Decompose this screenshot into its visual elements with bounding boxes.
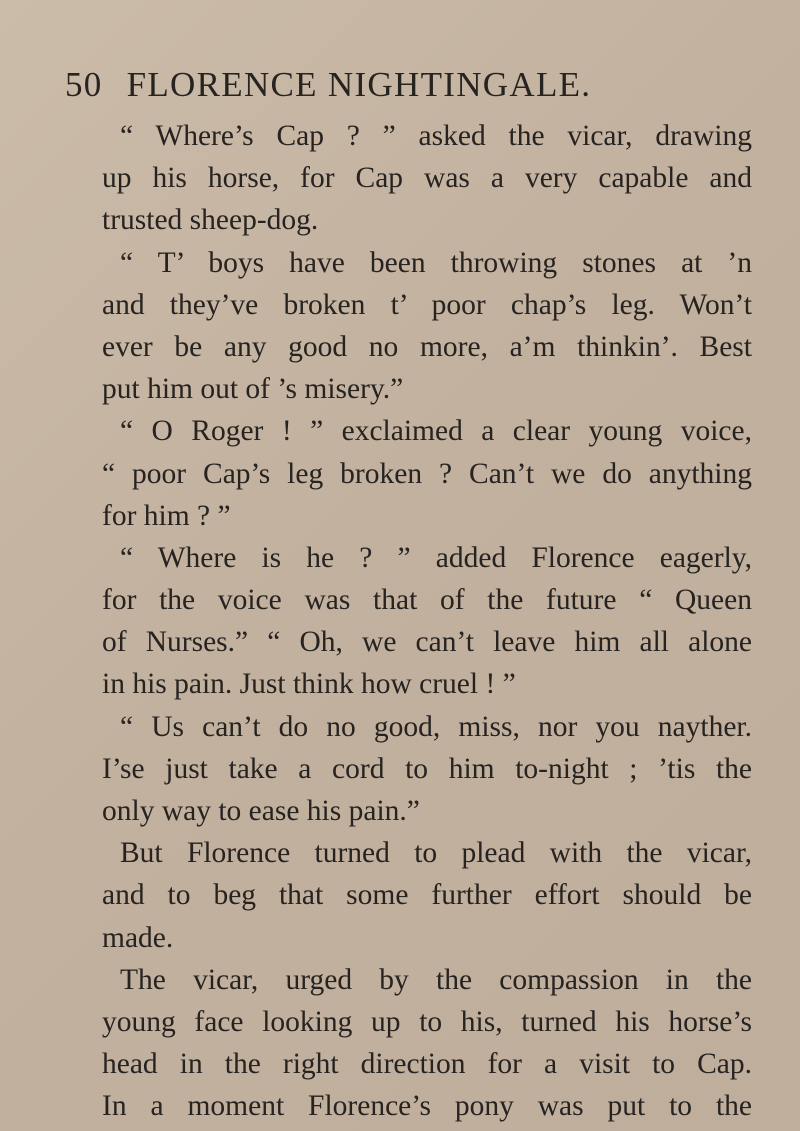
text-line: put him out of ’s misery.” xyxy=(102,373,404,406)
text-line: in his pain. Just think how cruel ! ” xyxy=(102,668,516,701)
text-line: made. xyxy=(102,921,174,954)
text-line: “ T’ boys have been throwing stones at ’n xyxy=(120,246,752,279)
text-line: “ O Roger ! ” exclaimed a clear young voice, xyxy=(120,415,752,448)
text-line: head in the right direction for a visit to Cap. xyxy=(102,1048,752,1081)
text-line: “ Us can’t do no good, miss, nor you nayther. xyxy=(120,710,752,743)
text-line: In a moment Florence’s pony was put to the xyxy=(102,1090,752,1123)
text-line: for him ? ” xyxy=(102,499,231,532)
text-line: of Nurses.” “ Oh, we can’t leave him all alone xyxy=(102,626,752,659)
running-header xyxy=(65,62,591,108)
text-line: I’se just take a cord to him to-night ; ’tis the xyxy=(102,752,752,785)
page-number: 50 xyxy=(65,65,103,104)
text-line: trusted sheep-dog. xyxy=(102,204,319,237)
text-line: But Florence turned to plead with the vicar, xyxy=(120,837,752,870)
body-text xyxy=(102,115,752,1128)
text-line: up his horse, for Cap was a very capable and xyxy=(102,162,752,195)
running-title: FLORENCE NIGHTINGALE. xyxy=(126,65,592,104)
text-line: young face looking up to his, turned his horse’s xyxy=(102,1005,752,1038)
text-line: ever be any good no more, a’m thinkin’. Best xyxy=(102,330,752,363)
text-line: for the voice was that of the future “ Queen xyxy=(102,584,752,617)
text-line: The vicar, urged by the compassion in the xyxy=(120,963,752,996)
text-line: and they’ve broken t’ poor chap’s leg. Won’t xyxy=(102,288,752,321)
text-line: only way to ease his pain.” xyxy=(102,795,420,827)
text-line: and to beg that some further effort should be xyxy=(102,879,752,912)
text-line: “ poor Cap’s leg broken ? Can’t we do anything xyxy=(102,457,752,490)
text-line: “ Where’s Cap ? ” asked the vicar, drawing xyxy=(120,120,752,152)
text-line: “ Where is he ? ” added Florence eagerly, xyxy=(120,541,752,574)
